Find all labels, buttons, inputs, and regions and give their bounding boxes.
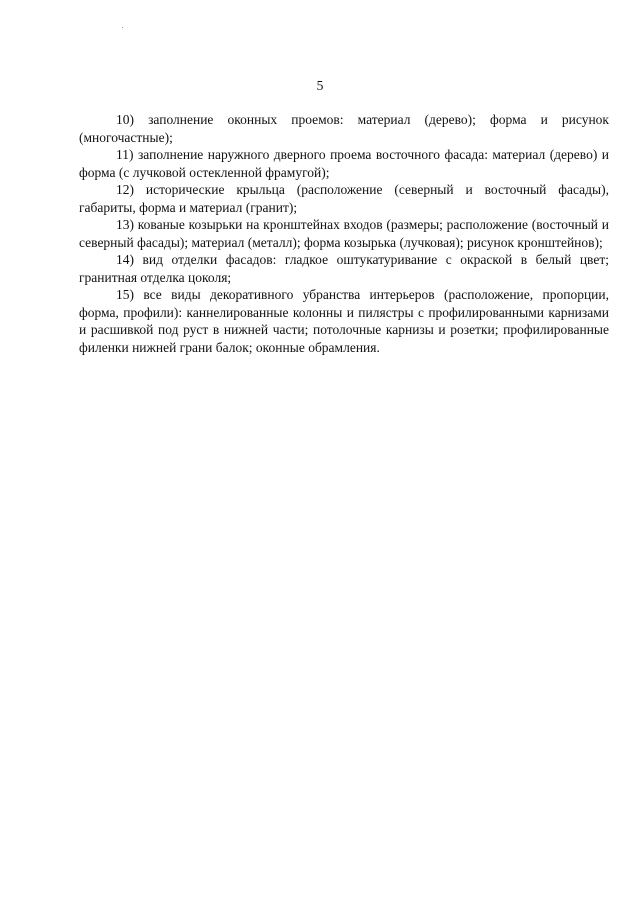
list-item: 13) кованые козырьки на кронштейнах входов (размеры; расположение (восточный и северный фасады); материал (металл); форма козырька (лучковая); рисунок кронштейнов); bbox=[79, 217, 609, 250]
list-item: 15) все виды декоративного убранства интерьеров (расположение, пропорции, форма, профили): каннелированные колонны и пилястры с профилированными карнизами и расшивкой под руст в нижней части; потолочные карнизы и розетки; профилированные филенки нижней грани балок; оконные обрамления. bbox=[79, 287, 609, 355]
list-item: 10) заполнение оконных проемов: материал (дерево); форма и рисунок (многочастные); bbox=[79, 112, 609, 145]
scan-artifact bbox=[122, 27, 123, 28]
page-number: 5 bbox=[316, 78, 324, 93]
list-item: 11) заполнение наружного дверного проема восточного фасада: материал (дерево) и форма (с лучковой остекленной фрамугой); bbox=[79, 147, 609, 180]
list-item: 14) вид отделки фасадов: гладкое оштукатуривание с окраской в белый цвет; гранитная отделка цоколя; bbox=[79, 252, 609, 285]
list-item: 12) исторические крыльца (расположение (северный и восточный фасады), габариты, форма и материал (гранит); bbox=[79, 182, 609, 215]
document-body bbox=[79, 111, 609, 356]
